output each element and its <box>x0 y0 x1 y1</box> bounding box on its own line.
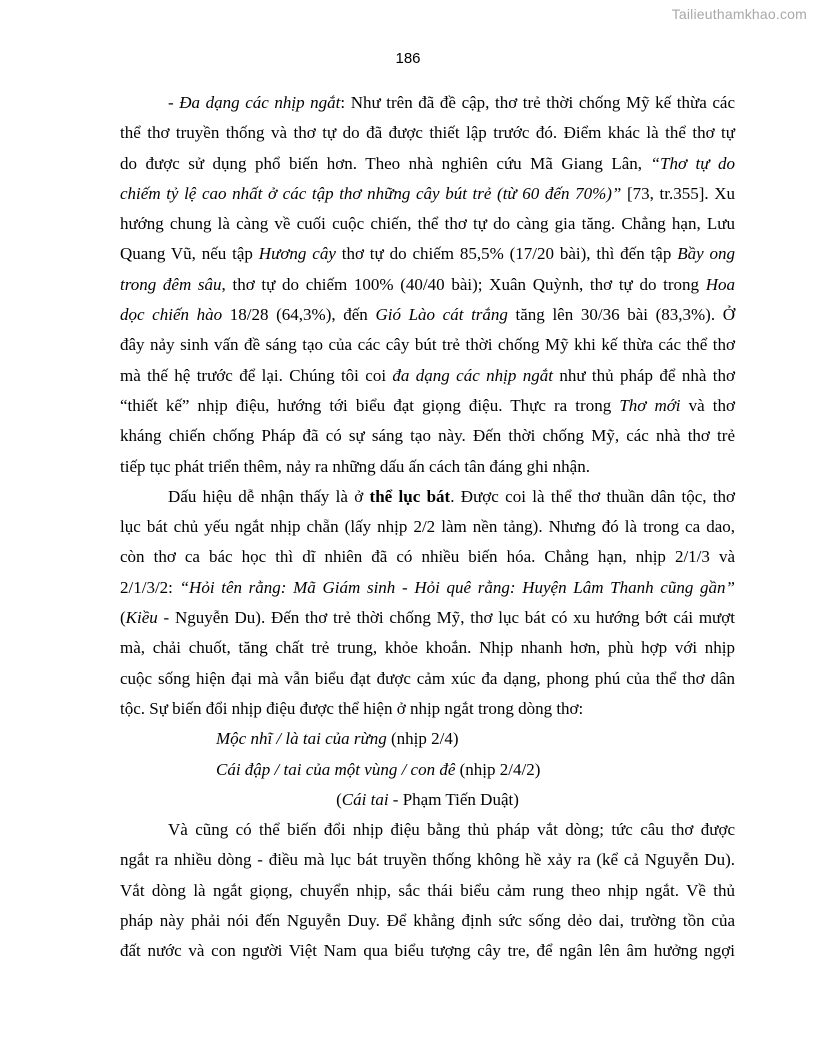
quote-italic: chiếm tỷ lệ cao nhất ở các tập thơ những cây bút trẻ (từ 60 đến 70%)” <box>120 183 622 203</box>
verse-citation: (Cái tai - Phạm Tiến Duật) <box>336 789 519 809</box>
book-title: Bầy ong <box>677 244 736 264</box>
term-italic: - Đa dạng các nhịp ngắt <box>168 93 341 112</box>
paragraph-1-line: thể thơ truyền thống và thơ tự do đã được thiết lập trước đó. Điểm khác là thể thơ tự <box>120 123 735 143</box>
paragraph-2-line: lục bát chủ yếu ngắt nhịp chẵn (lấy nhịp 2/2 làm nền tảng). Nhưng đó là trong ca dao, <box>120 517 735 537</box>
book-title: Hoa <box>705 274 735 294</box>
term-bold: thể lục bát <box>369 486 451 506</box>
paragraph-3-line: Vắt dòng là ngắt giọng, chuyển nhịp, sắc thái biểu cảm rung theo nhịp ngắt. Về thủ <box>120 880 735 900</box>
paragraph-1-line: hướng chung là càng về cuối cuộc chiến, thể thơ tự do càng gia tăng. Chẳng hạn, Lưu <box>120 214 735 234</box>
paragraph-2-line: (Kiều - Nguyễn Du). Đến thơ trẻ thời chống Mỹ, thơ lục bát có xu hướng bớt cái mượt <box>120 608 735 628</box>
paragraph-3-line: đất nước và con người Việt Nam qua biểu tượng cây tre, để ngân lên âm hưởng ngợi <box>120 941 735 961</box>
term-italic: Thơ mới <box>619 395 681 415</box>
paragraph-2-line: cuộc sống hiện đại mà vẫn biểu đạt được cảm xúc đa dạng, phong phú của thể thơ dân <box>120 668 735 688</box>
watermark: Tailieuthamkhao.com <box>671 6 807 22</box>
body-text <box>120 88 735 967</box>
book-title: trong đêm sâu <box>120 274 222 294</box>
verse-italic: Cái đập / tai của một vùng / con đê <box>216 759 456 779</box>
paragraph-1-line: dọc chiến hào 18/28 (64,3%), đến Gió Lào cát trắng tăng lên 30/36 bài (83,3%). Ở <box>120 305 736 325</box>
paragraph-1-line: chiếm tỷ lệ cao nhất ở các tập thơ những cây bút trẻ (từ 60 đến 70%)” [73, tr.355]. Xu <box>120 183 735 203</box>
paragraph-3-line: Và cũng có thể biến đổi nhịp điệu bằng thủ pháp vắt dòng; tức câu thơ được <box>168 820 735 840</box>
page-number: 186 <box>395 50 421 67</box>
quote-italic: “Hỏi tên rằng: Mã Giám sinh - Hỏi quê rằng: Huyện Lâm Thanh cũng gần” <box>179 577 735 597</box>
paragraph-2-line: Dấu hiệu dễ nhận thấy là ở thể lục bát. Được coi là thể thơ thuần dân tộc, thơ <box>168 486 736 506</box>
paragraph-1-line: - Đa dạng các nhịp ngắt: Như trên đã đề cập, thơ trẻ thời chống Mỹ kế thừa các <box>168 93 735 112</box>
paragraph-3-line: pháp này phải nói đến Nguyễn Duy. Để khẳng định sức sống dẻo dai, trường tồn của <box>120 911 735 931</box>
poem-title: Cái tai <box>341 789 389 809</box>
verse-line: Mộc nhĩ / là tai của rừng (nhịp 2/4) <box>216 729 459 749</box>
quote-italic: “Thơ tự do <box>650 153 736 173</box>
term-italic: đa dạng các nhịp ngắt <box>392 365 553 385</box>
paragraph-1-line: do được sử dụng phổ biến hơn. Theo nhà nghiên cứu Mã Giang Lân, “Thơ tự do <box>120 153 736 173</box>
paragraph-1-line: tiếp tục phát triển thêm, nảy ra những dấu ấn cách tân đáng ghi nhận. <box>120 456 590 476</box>
paragraph-1-line: đây nảy sinh vấn đề sáng tạo của các cây bút trẻ thời chống Mỹ khi kế thừa các thể thơ <box>120 335 735 355</box>
paragraph-1-line: trong đêm sâu, thơ tự do chiếm 100% (40/40 bài); Xuân Quỳnh, thơ tự do trong Hoa <box>120 274 735 294</box>
paragraph-2-line: còn thơ ca bác học thì dĩ nhiên đã có nhiều biến hóa. Chẳng hạn, nhịp 2/1/3 và <box>120 547 735 567</box>
paragraph-3-line: ngắt ra nhiều dòng - điều mà lục bát truyền thống không hề xảy ra (kể cả Nguyễn Du). <box>120 850 735 870</box>
paragraph-2-line: 2/1/3/2: “Hỏi tên rằng: Mã Giám sinh - Hỏi quê rằng: Huyện Lâm Thanh cũng gần” <box>120 577 735 597</box>
paragraph-1-line: mà thế hệ trước để lại. Chúng tôi coi đa dạng các nhịp ngắt như thủ pháp để nhà thơ <box>120 365 735 385</box>
paragraph-1-line: “thiết kế” nhịp điệu, hướng tới biểu đạt giọng điệu. Thực ra trong Thơ mới và thơ <box>120 395 735 415</box>
verse-italic: Mộc nhĩ / là tai của rừng <box>216 729 387 749</box>
book-title: dọc chiến hào <box>120 305 223 325</box>
verse-line: Cái đập / tai của một vùng / con đê (nhịp 2/4/2) <box>216 759 541 779</box>
paragraph-1-line: Quang Vũ, nếu tập Hương cây thơ tự do chiếm 85,5% (17/20 bài), thì đến tập Bầy ong <box>120 244 736 264</box>
paragraph-1-line: kháng chiến chống Pháp đã có sự sáng tạo này. Đến thời chống Mỹ, các nhà thơ trẻ <box>120 426 735 446</box>
book-title: Hương cây <box>258 244 336 264</box>
paragraph-2-line: tộc. Sự biến đổi nhịp điệu được thể hiện ở nhịp ngắt trong dòng thơ: <box>120 698 584 718</box>
book-title: Gió Lào cát trắng <box>375 305 508 325</box>
book-title: Kiều <box>125 608 158 628</box>
paragraph-2-line: mà, chải chuốt, tăng chất trẻ trung, khỏe khoắn. Nhịp nhanh hơn, phù hợp với nhịp <box>120 638 735 658</box>
